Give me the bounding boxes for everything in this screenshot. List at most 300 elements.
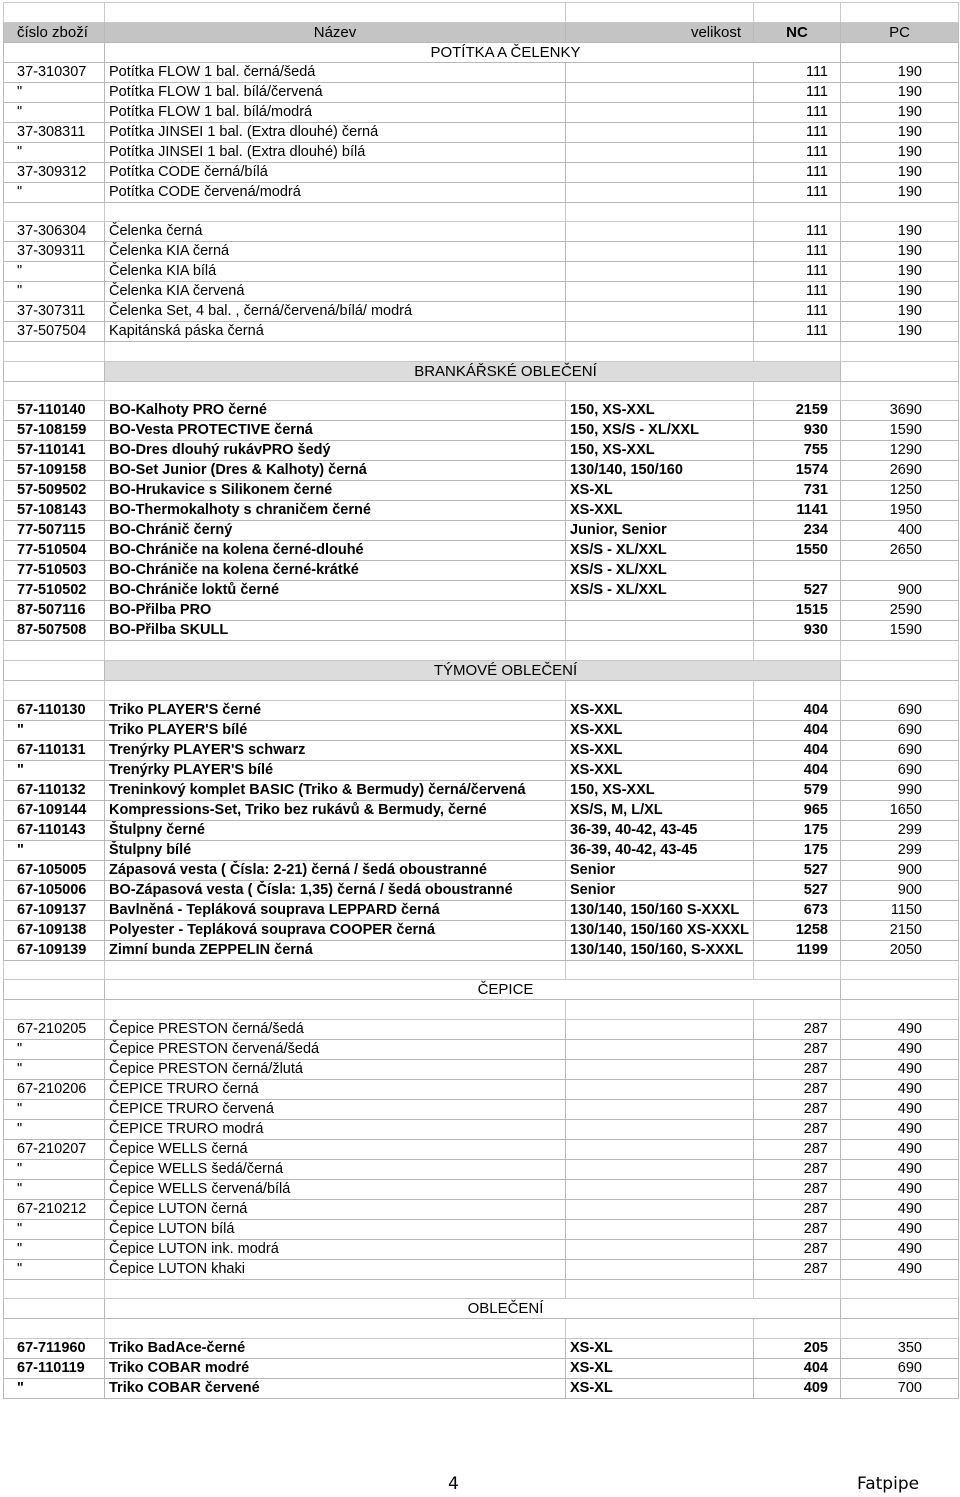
table-row (4, 1239, 959, 1259)
column-header-name: Název (105, 22, 566, 42)
item-size (566, 1159, 754, 1179)
item-code: 67-210206 (4, 1079, 105, 1099)
item-name: BO-Chránič černý (105, 521, 566, 541)
item-code: 77-510503 (4, 561, 105, 581)
item-pc-price: 190 (841, 62, 959, 82)
item-code: 67-110143 (4, 820, 105, 840)
empty-cell (841, 1279, 959, 1299)
item-nc-price: 175 (754, 820, 841, 840)
item-pc-price: 190 (841, 82, 959, 102)
empty-cell (754, 960, 841, 980)
item-nc-price: 111 (754, 322, 841, 342)
item-name: Čelenka KIA černá (105, 242, 566, 262)
item-pc-price: 1590 (841, 621, 959, 641)
section-header-row (4, 660, 959, 680)
item-name: Triko PLAYER'S černé (105, 700, 566, 720)
section-header-row (4, 361, 959, 381)
item-code: " (4, 1119, 105, 1139)
item-code: " (4, 1059, 105, 1079)
table-row (4, 461, 959, 481)
section-title: ČEPICE (105, 980, 841, 1000)
item-code: 57-109158 (4, 461, 105, 481)
item-size: 130/140, 150/160 XS-XXXL (566, 920, 754, 940)
item-name: BO-Kalhoty PRO černé (105, 401, 566, 421)
item-name: ČEPICE TRURO černá (105, 1079, 566, 1099)
item-code: 67-210205 (4, 1019, 105, 1039)
empty-cell (105, 641, 566, 661)
item-pc-price: 190 (841, 282, 959, 302)
blank-row (4, 3, 959, 23)
empty-cell (566, 960, 754, 980)
item-size (566, 1239, 754, 1259)
item-code: 67-110132 (4, 780, 105, 800)
item-size: XS/S, M, L/XL (566, 800, 754, 820)
item-size (566, 122, 754, 142)
item-code: 67-105006 (4, 880, 105, 900)
blank-row (4, 342, 959, 362)
empty-cell (754, 1279, 841, 1299)
item-size: XS-XL (566, 1358, 754, 1378)
item-name: ČEPICE TRURO červená (105, 1099, 566, 1119)
item-pc-price: 490 (841, 1019, 959, 1039)
blank-row (4, 1279, 959, 1299)
empty-cell (566, 1319, 754, 1339)
item-nc-price: 287 (754, 1099, 841, 1119)
item-pc-price: 190 (841, 222, 959, 242)
item-code: " (4, 1239, 105, 1259)
table-row (4, 880, 959, 900)
item-size: XS/S - XL/XXL (566, 581, 754, 601)
item-name: Kapitánská páska černá (105, 322, 566, 342)
item-code: 67-109139 (4, 940, 105, 960)
item-nc-price: 111 (754, 122, 841, 142)
item-name: Čepice PRESTON černá/žlutá (105, 1059, 566, 1079)
item-size: XS/S - XL/XXL (566, 561, 754, 581)
item-nc-price: 930 (754, 621, 841, 641)
item-name: BO-Hrukavice s Silikonem černé (105, 481, 566, 501)
empty-cell (754, 202, 841, 222)
table-row (4, 601, 959, 621)
item-size (566, 102, 754, 122)
table-row (4, 1079, 959, 1099)
item-name: BO-Set Junior (Dres & Kalhoty) černá (105, 461, 566, 481)
item-nc-price: 527 (754, 581, 841, 601)
empty-cell (841, 1319, 959, 1339)
item-nc-price: 111 (754, 242, 841, 262)
item-pc-price (841, 561, 959, 581)
table-row (4, 182, 959, 202)
item-name: Trenýrky PLAYER'S bílé (105, 760, 566, 780)
item-code: " (4, 1039, 105, 1059)
blank-row (4, 680, 959, 700)
item-nc-price: 111 (754, 302, 841, 322)
table-row (4, 122, 959, 142)
table-row (4, 860, 959, 880)
item-pc-price: 190 (841, 142, 959, 162)
item-pc-price: 690 (841, 760, 959, 780)
table-row (4, 740, 959, 760)
item-code: 57-108159 (4, 421, 105, 441)
item-code: 67-210207 (4, 1139, 105, 1159)
item-size: 150, XS-XXL (566, 780, 754, 800)
item-name: Čelenka černá (105, 222, 566, 242)
item-pc-price: 490 (841, 1139, 959, 1159)
empty-cell (4, 660, 105, 680)
item-name: Čepice PRESTON červená/šedá (105, 1039, 566, 1059)
blank-row (4, 202, 959, 222)
item-code: 37-308311 (4, 122, 105, 142)
empty-cell (566, 3, 754, 23)
item-size (566, 222, 754, 242)
item-pc-price: 900 (841, 880, 959, 900)
item-size: 130/140, 150/160 (566, 461, 754, 481)
table-row (4, 900, 959, 920)
empty-cell (841, 641, 959, 661)
item-nc-price (754, 561, 841, 581)
item-name: Štulpny černé (105, 820, 566, 840)
item-size: Senior (566, 880, 754, 900)
item-size: 36-39, 40-42, 43-45 (566, 840, 754, 860)
item-nc-price: 287 (754, 1019, 841, 1039)
item-nc-price: 287 (754, 1199, 841, 1219)
item-nc-price: 234 (754, 521, 841, 541)
table-row (4, 621, 959, 641)
item-code: " (4, 1159, 105, 1179)
item-nc-price: 1141 (754, 501, 841, 521)
item-pc-price: 490 (841, 1199, 959, 1219)
empty-cell (4, 342, 105, 362)
item-size (566, 242, 754, 262)
table-row (4, 1019, 959, 1039)
item-pc-price: 190 (841, 322, 959, 342)
empty-cell (4, 42, 105, 62)
item-size (566, 82, 754, 102)
item-code: " (4, 82, 105, 102)
item-pc-price: 490 (841, 1259, 959, 1279)
item-size: XS-XXL (566, 700, 754, 720)
item-pc-price: 190 (841, 162, 959, 182)
table-row (4, 1119, 959, 1139)
item-pc-price: 3690 (841, 401, 959, 421)
item-name: Potítka CODE červená/modrá (105, 182, 566, 202)
empty-cell (105, 1000, 566, 1020)
item-code: 77-510504 (4, 541, 105, 561)
item-name: Potítka JINSEI 1 bal. (Extra dlouhé) bílá (105, 142, 566, 162)
item-name: BO-Přilba SKULL (105, 621, 566, 641)
item-name: Trenýrky PLAYER'S schwarz (105, 740, 566, 760)
item-code: 37-309312 (4, 162, 105, 182)
item-name: Bavlněná - Tepláková souprava LEPPARD černá (105, 900, 566, 920)
item-code: 57-108143 (4, 501, 105, 521)
empty-cell (841, 960, 959, 980)
empty-cell (841, 1000, 959, 1020)
table-row (4, 441, 959, 461)
table-row (4, 302, 959, 322)
table-row (4, 700, 959, 720)
item-code: 57-110141 (4, 441, 105, 461)
table-row (4, 501, 959, 521)
item-pc-price: 190 (841, 182, 959, 202)
item-nc-price: 287 (754, 1259, 841, 1279)
item-size: 130/140, 150/160, S-XXXL (566, 940, 754, 960)
item-nc-price: 404 (754, 760, 841, 780)
item-nc-price: 111 (754, 182, 841, 202)
table-row (4, 1099, 959, 1119)
table-row (4, 1219, 959, 1239)
item-nc-price: 287 (754, 1119, 841, 1139)
table-row (4, 1159, 959, 1179)
table-row (4, 820, 959, 840)
item-name: Zimní bunda ZEPPELIN černá (105, 940, 566, 960)
table-row (4, 521, 959, 541)
item-size (566, 1059, 754, 1079)
column-header-code: číslo zboží (4, 22, 105, 42)
item-size (566, 142, 754, 162)
empty-cell (4, 960, 105, 980)
item-code: " (4, 1378, 105, 1398)
empty-cell (754, 680, 841, 700)
empty-cell (566, 342, 754, 362)
item-nc-price: 527 (754, 880, 841, 900)
empty-cell (4, 1000, 105, 1020)
section-header-row (4, 980, 959, 1000)
empty-cell (841, 381, 959, 401)
item-size: 150, XS/S - XL/XXL (566, 421, 754, 441)
item-name: BO-Chrániče na kolena černé-dlouhé (105, 541, 566, 561)
item-size (566, 601, 754, 621)
item-code: 37-307311 (4, 302, 105, 322)
blank-row (4, 641, 959, 661)
item-pc-price: 900 (841, 860, 959, 880)
table-row (4, 282, 959, 302)
item-code: " (4, 282, 105, 302)
item-code: " (4, 182, 105, 202)
item-size: 36-39, 40-42, 43-45 (566, 820, 754, 840)
item-pc-price: 190 (841, 262, 959, 282)
empty-cell (841, 680, 959, 700)
item-nc-price: 175 (754, 840, 841, 860)
empty-cell (105, 960, 566, 980)
item-pc-price: 690 (841, 740, 959, 760)
section-header-row (4, 1299, 959, 1319)
item-pc-price: 490 (841, 1159, 959, 1179)
item-size (566, 1139, 754, 1159)
item-pc-price: 2650 (841, 541, 959, 561)
table-row (4, 1059, 959, 1079)
section-header-row (4, 42, 959, 62)
page-number: 4 (448, 1474, 459, 1494)
item-name: ČEPICE TRURO modrá (105, 1119, 566, 1139)
item-pc-price: 400 (841, 521, 959, 541)
item-name: Štulpny bílé (105, 840, 566, 860)
item-size: XS-XXL (566, 760, 754, 780)
empty-cell (566, 381, 754, 401)
item-name: Čepice LUTON khaki (105, 1259, 566, 1279)
item-name: Čepice WELLS červená/bílá (105, 1179, 566, 1199)
item-name: Potítka FLOW 1 bal. bílá/červená (105, 82, 566, 102)
item-code: 57-110140 (4, 401, 105, 421)
empty-cell (841, 342, 959, 362)
table-row (4, 1358, 959, 1378)
table-row (4, 720, 959, 740)
table-row (4, 242, 959, 262)
item-name: Čepice WELLS šedá/černá (105, 1159, 566, 1179)
item-size (566, 262, 754, 282)
item-pc-price: 2050 (841, 940, 959, 960)
table-row (4, 1179, 959, 1199)
item-pc-price: 700 (841, 1378, 959, 1398)
item-code: 67-109137 (4, 900, 105, 920)
item-pc-price: 1950 (841, 501, 959, 521)
item-nc-price: 2159 (754, 401, 841, 421)
empty-cell (4, 3, 105, 23)
item-nc-price: 111 (754, 102, 841, 122)
blank-row (4, 1000, 959, 1020)
item-nc-price: 731 (754, 481, 841, 501)
item-size: 150, XS-XXL (566, 441, 754, 461)
table-row (4, 421, 959, 441)
item-name: Potítka CODE černá/bílá (105, 162, 566, 182)
item-name: Čepice LUTON bílá (105, 1219, 566, 1239)
item-code: 37-507504 (4, 322, 105, 342)
table-row (4, 800, 959, 820)
empty-cell (754, 381, 841, 401)
item-nc-price: 287 (754, 1179, 841, 1199)
item-code: " (4, 720, 105, 740)
table-row (4, 222, 959, 242)
item-code: 77-507115 (4, 521, 105, 541)
price-list-table (3, 2, 959, 1399)
item-nc-price: 404 (754, 740, 841, 760)
item-code: 67-105005 (4, 860, 105, 880)
table-row (4, 940, 959, 960)
column-header-pc: PC (841, 22, 959, 42)
table-row (4, 481, 959, 501)
empty-cell (105, 680, 566, 700)
section-title: POTÍTKA A ČELENKY (105, 42, 841, 62)
item-name: BO-Přilba PRO (105, 601, 566, 621)
table-row (4, 102, 959, 122)
item-size (566, 1219, 754, 1239)
empty-cell (4, 202, 105, 222)
item-nc-price: 1550 (754, 541, 841, 561)
item-size (566, 182, 754, 202)
empty-cell (841, 980, 959, 1000)
item-pc-price: 2690 (841, 461, 959, 481)
item-code: 77-510502 (4, 581, 105, 601)
table-row (4, 401, 959, 421)
section-title: OBLEČENÍ (105, 1299, 841, 1319)
item-code: 87-507116 (4, 601, 105, 621)
empty-cell (566, 641, 754, 661)
item-nc-price: 111 (754, 162, 841, 182)
item-nc-price: 287 (754, 1039, 841, 1059)
item-pc-price: 299 (841, 820, 959, 840)
empty-cell (4, 381, 105, 401)
item-code: " (4, 1219, 105, 1239)
item-nc-price: 205 (754, 1338, 841, 1358)
item-nc-price: 111 (754, 142, 841, 162)
item-size: 130/140, 150/160 S-XXXL (566, 900, 754, 920)
item-name: Čepice PRESTON černá/šedá (105, 1019, 566, 1039)
item-pc-price: 1290 (841, 441, 959, 461)
column-header-size: velikost (566, 22, 754, 42)
item-nc-price: 755 (754, 441, 841, 461)
empty-cell (566, 1000, 754, 1020)
empty-cell (754, 3, 841, 23)
item-code: 67-210212 (4, 1199, 105, 1219)
item-pc-price: 299 (841, 840, 959, 860)
item-pc-price: 690 (841, 720, 959, 740)
item-pc-price: 2590 (841, 601, 959, 621)
item-name: BO-Vesta PROTECTIVE černá (105, 421, 566, 441)
item-name: BO-Chrániče na kolena černé-krátké (105, 561, 566, 581)
item-code: 37-310307 (4, 62, 105, 82)
table-row (4, 1338, 959, 1358)
empty-cell (566, 1279, 754, 1299)
item-nc-price: 1574 (754, 461, 841, 481)
item-size: XS-XL (566, 481, 754, 501)
item-nc-price: 111 (754, 82, 841, 102)
item-name: Triko BadAce-černé (105, 1338, 566, 1358)
section-title: BRANKÁŘSKÉ OBLEČENÍ (105, 361, 841, 381)
item-nc-price: 111 (754, 62, 841, 82)
table-row (4, 62, 959, 82)
table-row (4, 1139, 959, 1159)
empty-cell (105, 342, 566, 362)
table-row (4, 541, 959, 561)
empty-cell (754, 641, 841, 661)
item-size (566, 282, 754, 302)
item-name: Potítka JINSEI 1 bal. (Extra dlouhé) černá (105, 122, 566, 142)
empty-cell (841, 1299, 959, 1319)
table-row (4, 760, 959, 780)
item-pc-price: 190 (841, 302, 959, 322)
empty-cell (105, 3, 566, 23)
empty-cell (105, 381, 566, 401)
item-size: XS-XXL (566, 720, 754, 740)
table-row (4, 1199, 959, 1219)
item-pc-price: 900 (841, 581, 959, 601)
item-code: " (4, 262, 105, 282)
table-row (4, 82, 959, 102)
item-code: " (4, 1179, 105, 1199)
item-nc-price: 930 (754, 421, 841, 441)
item-name: Kompressions-Set, Triko bez rukávů & Bermudy, černé (105, 800, 566, 820)
item-name: BO-Zápasová vesta ( Čísla: 1,35) černá / šedá oboustranné (105, 880, 566, 900)
item-code: 67-110119 (4, 1358, 105, 1378)
empty-cell (105, 202, 566, 222)
empty-cell (105, 1319, 566, 1339)
empty-cell (754, 1000, 841, 1020)
column-header-row (4, 22, 959, 42)
table-row (4, 581, 959, 601)
item-name: Potítka FLOW 1 bal. bílá/modrá (105, 102, 566, 122)
item-nc-price: 404 (754, 700, 841, 720)
item-code: 87-507508 (4, 621, 105, 641)
item-pc-price: 1250 (841, 481, 959, 501)
item-pc-price: 1590 (841, 421, 959, 441)
item-name: Čelenka Set, 4 bal. , černá/červená/bílá/ modrá (105, 302, 566, 322)
item-code: " (4, 102, 105, 122)
item-code: " (4, 142, 105, 162)
empty-cell (4, 1299, 105, 1319)
item-size: 150, XS-XXL (566, 401, 754, 421)
empty-cell (841, 361, 959, 381)
item-nc-price: 287 (754, 1059, 841, 1079)
empty-cell (841, 3, 959, 23)
table-row (4, 561, 959, 581)
